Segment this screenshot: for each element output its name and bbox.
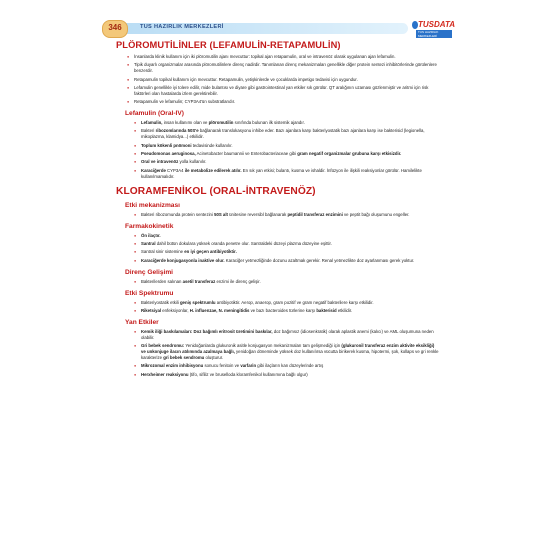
text: gibi ilaçların kan düzeylerinde artış bbox=[256, 363, 324, 369]
bold-text: Toplum kökenli pnömoni bbox=[141, 142, 192, 148]
list-item bbox=[116, 308, 440, 314]
list-item bbox=[116, 212, 440, 218]
subsection-title-pharmacokinetics: Farmakokinetik bbox=[125, 222, 174, 230]
lefamulin-list bbox=[116, 120, 440, 179]
text: yenidoğan döneminde yüksek doz kullanılırsa vücutta birikerek kusma, hipotermi, şok, kollaps ve gri renkle karakterize bbox=[141, 349, 439, 361]
list-item: ● Retapamulin topikal kullanım için mevcuttur. Retapamulin, yetişkinlerde ve çocuklarda impetigo tedavisi için uygundur. bbox=[116, 77, 440, 83]
text: Acinetobacter baumannii ve Enterobacteriaceae gibi bbox=[195, 151, 298, 157]
header-title: TUS HAZIRLIK MERKEZLERİ bbox=[140, 24, 224, 30]
logo-subtext: TUS HAZIRLIK MERKEZLERİ bbox=[416, 30, 452, 38]
list-item: ● Lefamulin genellikle iyi tolere edilir, mide bulantısı ve diyare gibi gastrointestinal yan etkiler sık görülür. QT aralığının uzaması gözlenmiştir ve aritmi için risk faktörleri olan hastalarda izlem gerektirebilir. bbox=[116, 85, 440, 97]
section-title-chloramphenicol: KLORAMFENİKOL (ORAL-İNTRAVENÖZ) bbox=[116, 185, 316, 197]
text: enzimi ile direnç gelişir. bbox=[215, 278, 261, 284]
list-item: ● İnsanlarda klinik kullanım için iki plöromutilin ajanı mevcuttur: topikal ajan retapamulin, oral ve intravenöz olarak uygulanan ajan lefamulin. bbox=[116, 54, 440, 60]
bold-text: Karaciğerde bbox=[141, 167, 166, 173]
text: Bakteri bbox=[141, 128, 156, 134]
text: ve peptit bağı oluşumunu engeller. bbox=[342, 211, 410, 217]
side-effects-list bbox=[116, 329, 440, 378]
list-item: ● Tipik duyarlı organizmalar arasında plöromutilinlere direnç nadirdir. Tanımlanan direnç mekanizmaları genellikle diğer protein sentezi inhibitörlerinde görülenlere benzerdir. bbox=[116, 62, 440, 74]
text: dahil bütün dokulara yüksek oranda penetre olur. Santraldeki düzeyi plazma düzeyine eşittir. bbox=[155, 240, 332, 246]
bold-text: Karaciğerde konjugasyonla inaktive olur. bbox=[141, 257, 225, 263]
text: Bakterilerden salınan bbox=[141, 278, 183, 284]
subsection-title-lefamulin: Lefamulin (Oral-IV) bbox=[125, 110, 184, 118]
text: oluşturur. bbox=[204, 355, 224, 361]
bold-text: peptidil transferaz enzimini bbox=[287, 211, 343, 217]
list-item bbox=[116, 120, 440, 126]
bold-text: Pseudomonas aeruginosa, bbox=[141, 151, 196, 157]
subsection-title-spectrum: Etki Spektrumu bbox=[125, 289, 174, 297]
page-number: 346 bbox=[108, 23, 122, 32]
bold-text: Gri bebek sendromu: bbox=[141, 343, 185, 349]
bold-text: en iyi geçen antibiyotiktir. bbox=[184, 249, 237, 255]
subsection-title-mechanism: Etki mekanizması bbox=[125, 201, 180, 209]
text: bağlanarak translokasyonu inhibe eder. Bazı ajanlara karşı bakteriyostatik bazı ajanlara karşı ise bakterisid (legionella, mikoplazma, klamidya...) etkilidir. bbox=[141, 128, 425, 140]
text: Santral sinir sistemine bbox=[141, 249, 185, 255]
list-item: ● Retapamulin ve lefamulin; CYP3A4'ün substratlarıdır. bbox=[116, 99, 440, 105]
bold-text: ile metabolize edilerek atılır. bbox=[184, 167, 242, 173]
text: ünitesine reversibl bağlanarak bbox=[227, 211, 288, 217]
bold-text: ribozomlarında 50S'e bbox=[155, 128, 199, 134]
text: Bakteriyostatik etkili bbox=[141, 299, 180, 305]
text: antibiyotiktir. Aerop, anaerop, gram pozitif ve gram negatif bakterilere karşı etkilidir. bbox=[215, 299, 374, 305]
list-item bbox=[116, 258, 440, 264]
bold-text: varfarin bbox=[240, 363, 257, 369]
bold-text: Lefamulin, bbox=[141, 120, 163, 126]
bold-text: Santral bbox=[141, 240, 156, 246]
text: doz bağımsız (idiosenkratik) olarak aplastik anemi (kalıcı) ve AML oluşumuna neden olabilir. bbox=[141, 328, 434, 340]
text: CYP3A4 bbox=[165, 167, 185, 173]
text: yolla kullanılır. bbox=[178, 159, 207, 165]
logo-text: TUSDATA bbox=[418, 20, 456, 29]
text: En sık yan etkisi; bulantı, kusma ve ishaldir. İnfüzyon ile ilişkili reaksiyonlar görülür. Hamilelikte kullanılmamalıdır. bbox=[141, 167, 422, 179]
bold-text: Mikrozomal enzim inhibisyonu bbox=[141, 363, 204, 369]
resistance-list bbox=[116, 279, 440, 285]
bold-text: Riketsiyal bbox=[141, 307, 162, 313]
text: (tifo, sifiliz ve bruselloda kloramfenikol kullanımına bağlı olgur) bbox=[188, 371, 308, 377]
bold-text: 50S alt bbox=[214, 211, 228, 217]
text: tedavisinde kullanılır. bbox=[191, 142, 233, 148]
section-title-pleuromutilins: PLÖROMUTİLİNLER (LEFAMULİN-RETAPAMULİN) bbox=[116, 40, 341, 50]
list-item bbox=[116, 363, 440, 369]
list-item bbox=[116, 233, 440, 239]
page-number-badge bbox=[102, 20, 128, 38]
list-item bbox=[116, 343, 440, 361]
list-item bbox=[116, 143, 440, 149]
tusdata-logo bbox=[412, 18, 456, 38]
subsection-title-side-effects: Yan Etkiler bbox=[125, 318, 159, 326]
pleuromutilin-list bbox=[116, 54, 440, 105]
bold-text: Ön ilaçtır. bbox=[141, 232, 161, 238]
list-item bbox=[116, 159, 440, 165]
list-item bbox=[116, 168, 440, 180]
bold-text: H. influenzae, N. meningitidis bbox=[189, 307, 250, 313]
bold-text: plöromutilin bbox=[208, 120, 234, 126]
page-content bbox=[116, 40, 440, 380]
subsection-title-resistance: Direnç Gelişimi bbox=[125, 268, 174, 276]
page-header bbox=[108, 20, 456, 38]
text: Karaciğer yetmezliğinde dozunu azaltmak gerekir. Renal yetmezlikte doz ayarlanması gerek yoktur. bbox=[224, 257, 415, 263]
text: Yenidoğanlarda glukuronik asitle konjugasyon mekanizmaları tam gelişmediği için bbox=[184, 343, 342, 349]
list-item bbox=[116, 151, 440, 157]
list-item bbox=[116, 329, 440, 341]
bold-text: Herxheimer reaksiyonu bbox=[141, 371, 189, 377]
bold-text: bakterisid bbox=[316, 307, 337, 313]
bold-text: (glukuronil transferaz enzim aktivite eksikliği) ve unkonjuge ilacın atılımında azalmaya bağlı, bbox=[141, 343, 435, 355]
text: sonucu fenitoin ve bbox=[203, 363, 241, 369]
text: sınıfında bulunan ilk sistemik ajandır. bbox=[233, 120, 305, 126]
spectrum-list bbox=[116, 300, 440, 314]
bold-text: Kemik iliği baskılamaları: Doz bağımlı eritrosit üretimini baskılar, bbox=[141, 328, 273, 334]
text: enfeksiyonlar, bbox=[161, 307, 190, 313]
mechanism-list bbox=[116, 212, 440, 218]
list-item bbox=[116, 300, 440, 306]
bold-text: geniş spektrumlu bbox=[179, 299, 216, 305]
text: ve bazı bacteroides türlerine karşı bbox=[249, 307, 317, 313]
pharmacokinetics-list bbox=[116, 233, 440, 264]
bold-text: gri bebek sendromu bbox=[163, 355, 205, 361]
list-item bbox=[116, 279, 440, 285]
list-item bbox=[116, 372, 440, 378]
list-item bbox=[116, 128, 440, 140]
text: Bakteri ribozomunda protein sentezini bbox=[141, 211, 215, 217]
list-item bbox=[116, 249, 440, 255]
bold-text: asetil transferaz bbox=[182, 278, 216, 284]
bold-text: gram negatif organizmalar grubuna karşı etkisizdir. bbox=[297, 151, 402, 157]
list-item bbox=[116, 241, 440, 247]
bold-text: Oral ve intravenöz bbox=[141, 159, 179, 165]
text: insan kullanımı olan ve bbox=[162, 120, 209, 126]
text: etkilidir. bbox=[336, 307, 353, 313]
